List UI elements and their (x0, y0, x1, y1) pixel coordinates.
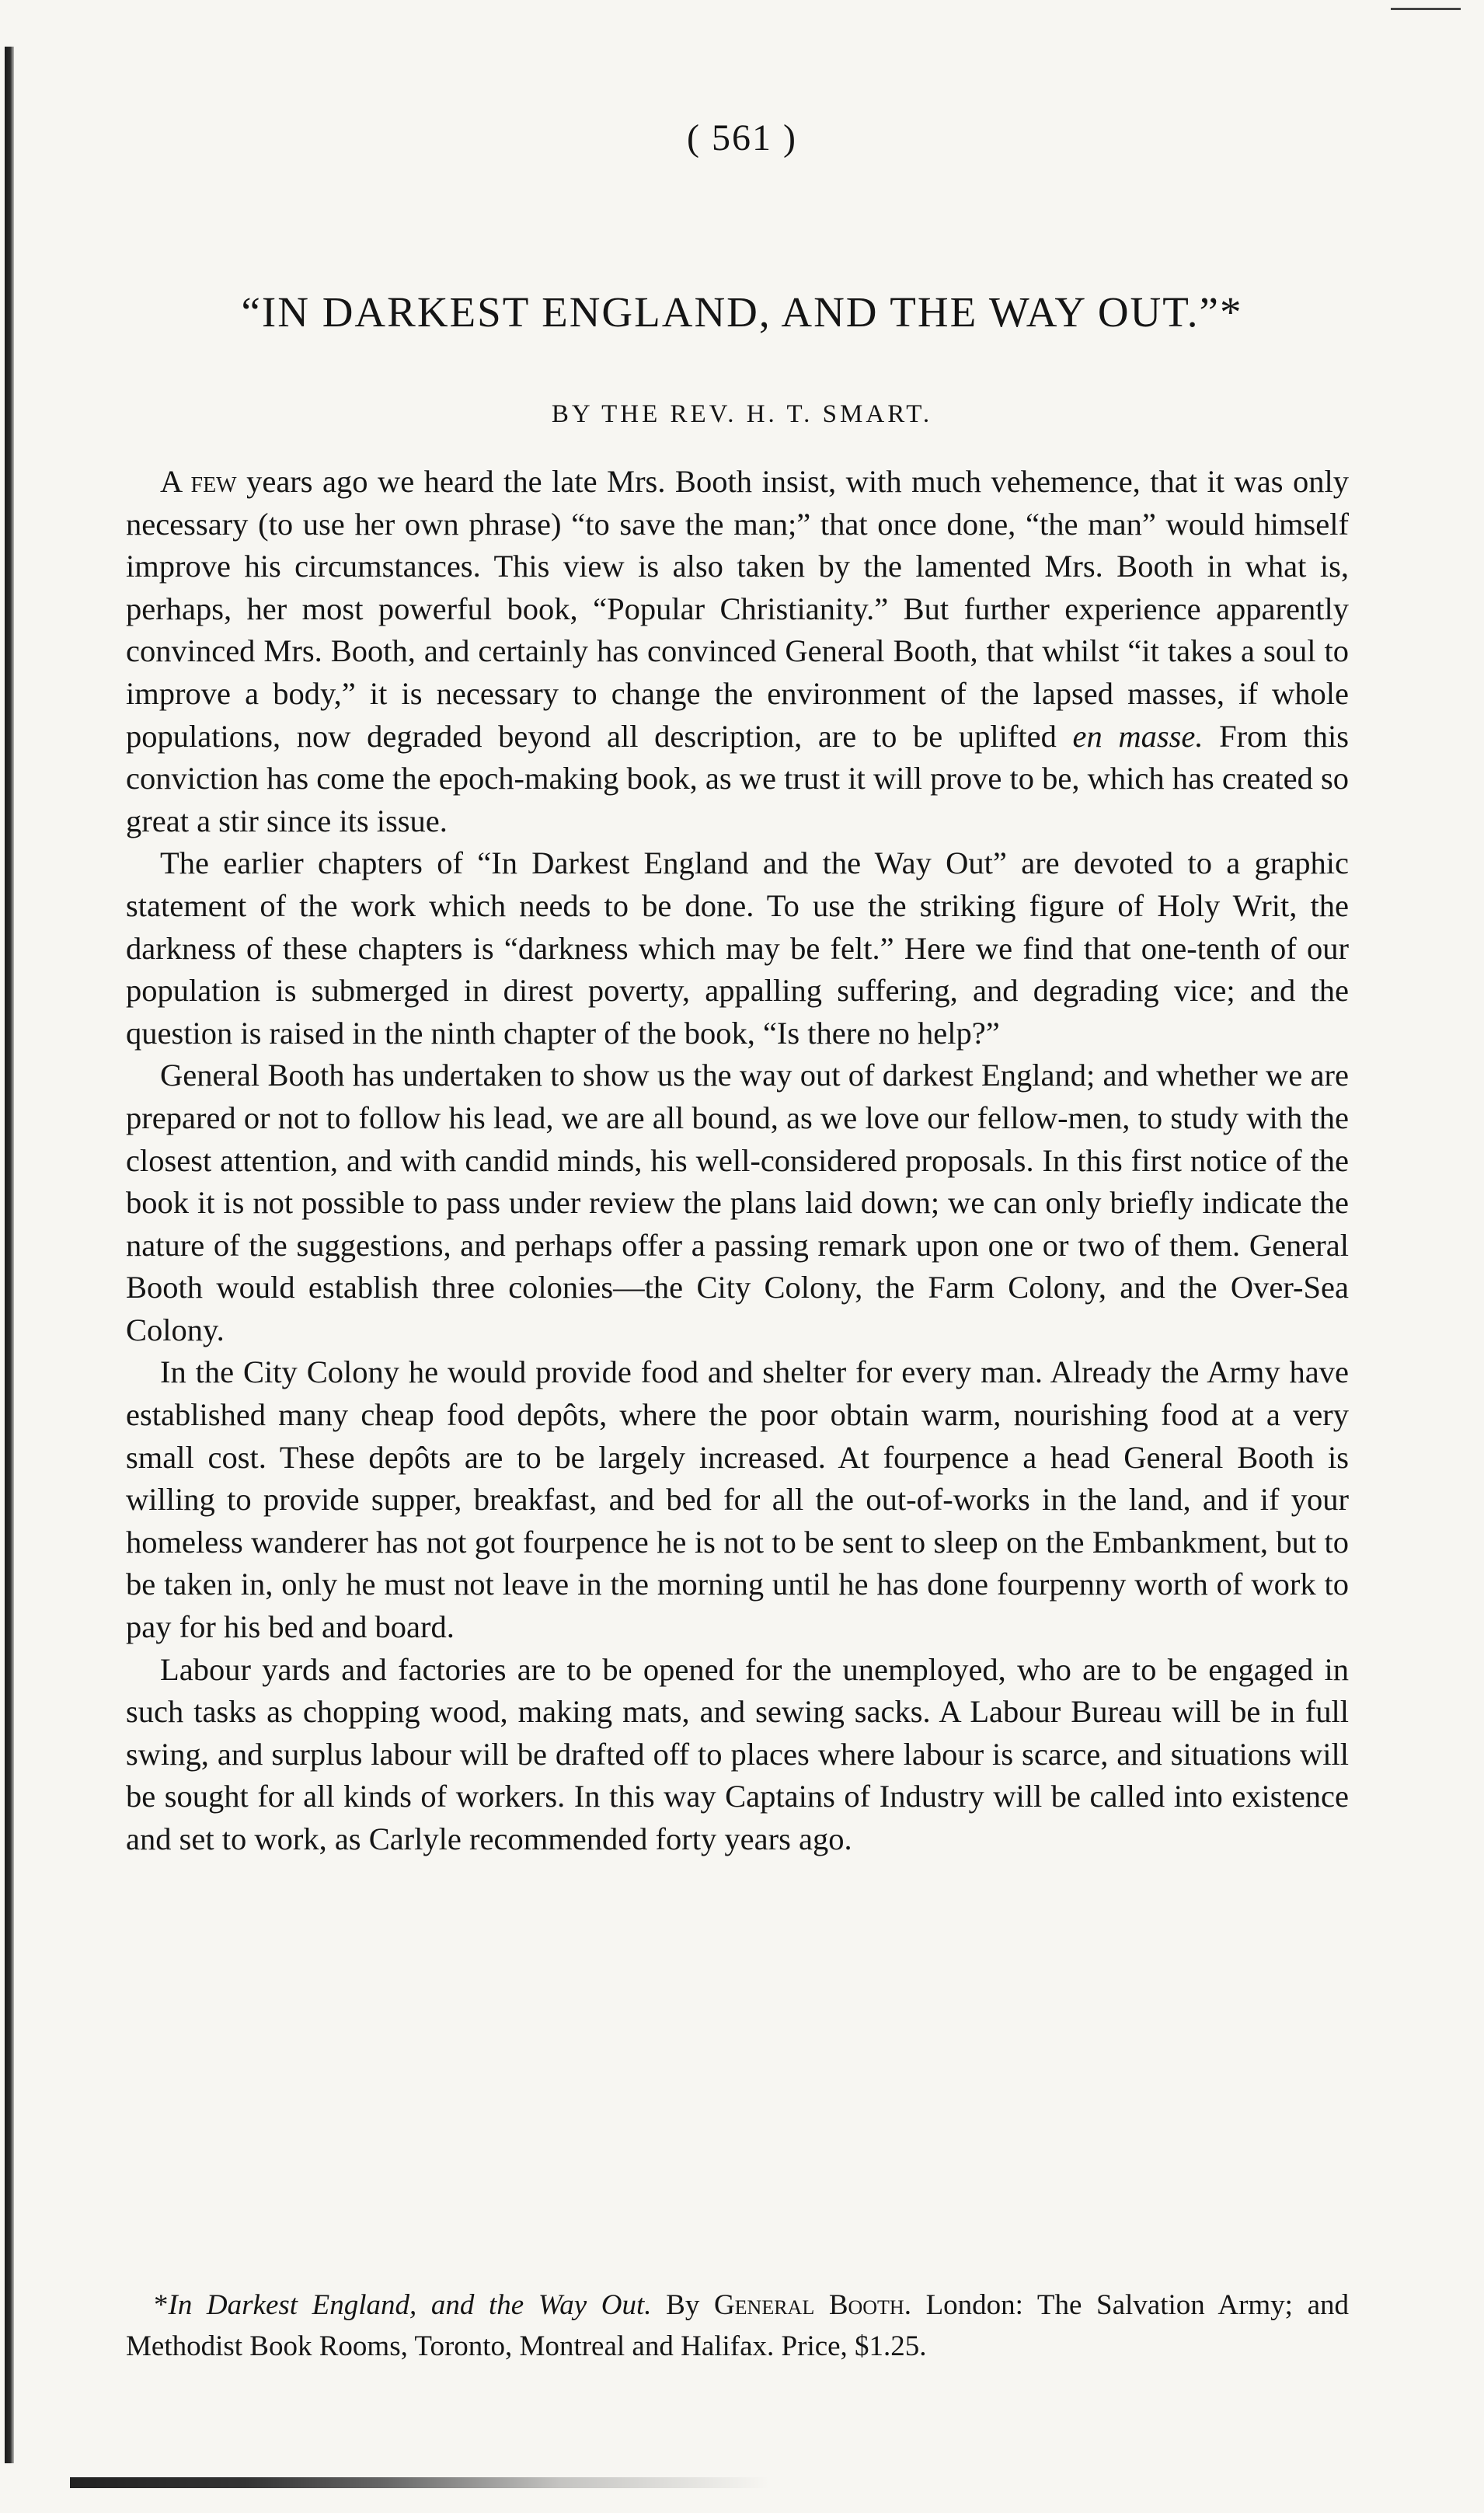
paragraph-1-end: From this conviction has come the epoch-making book, as we trust it will prove to be, which has created so great a stir since its issue. (126, 718, 1349, 838)
article-byline: BY THE REV. H. T. SMART. (551, 400, 933, 428)
scan-top-rule (1391, 8, 1461, 10)
footnote-text (126, 2285, 1349, 2367)
scan-bottom-smudge (70, 2477, 769, 2488)
paragraph-1-opening: A few (160, 464, 237, 499)
footnote-author: General Booth (713, 2289, 904, 2321)
article-body (126, 461, 1349, 1861)
footnote-publisher: . London: The Salvation Army; and Methodist Book Rooms, Toronto, Montreal and Halifax. Price, $1.25. (126, 2289, 1349, 2362)
paragraph-1 (126, 461, 1349, 842)
paragraph-4: In the City Colony he would provide food and shelter for every man. Already the Army have established many cheap food depôts, where the poor obtain warm, nourishing food at a very small cost. These depôts are to be largely increased. At fourpence a head General Booth is willing to provide supper, breakfast, and bed for all the out-of-works in the land, and if your homeless wanderer has not got fourpence he is not to be sent to sleep on the Embankment, but to be taken in, only he must not leave in the morning until he has done fourpenny worth of work to pay for his bed and board. (126, 1354, 1349, 1645)
footnote (126, 2285, 1349, 2367)
paragraph-1-italic: en masse. (1072, 718, 1204, 754)
paragraph-1-text: years ago we heard the late Mrs. Booth insist, with much vehemence, that it was only necessary (to use her own phrase) “to save the man;” that once done, “the man” would himself improve his circumstances. This view is also taken by the lamented Mrs. Booth in what is, perhaps, her most powerful book, “Popular Christianity.” But further experience apparently convinced Mrs. Booth, and certainly has convinced General Booth, that whilst “it takes a soul to improve a body,” it is necessary to change the environment of the lapsed masses, if whole populations, now degraded beyond all description, are to be uplifted (126, 464, 1349, 754)
paragraph-5: Labour yards and factories are to be opened for the unemployed, who are to be engaged in such tasks as chopping wood, making mats, and sewing sacks. A Labour Bureau will be in full swing, and surplus labour will be drafted off to places where labour is scarce, and situations will be sought for all kinds of workers. In this way Captains of Industry will be called into existence and set to work, as Carlyle recommended forty years ago. (126, 1651, 1349, 1856)
article-title: “IN DARKEST ENGLAND, AND THE WAY OUT.”* (241, 288, 1243, 336)
footnote-by: By (651, 2289, 714, 2321)
paragraph-3: General Booth has undertaken to show us the way out of darkest England; and whether we are prepared or not to follow his lead, we are all bound, as we love our fellow-men, to study with the closest attention, and with candid minds, his well-considered proposals. In this first notice of the book it is not possible to pass under review the plans laid down; we can only briefly indicate the nature of the suggestions, and perhaps offer a passing remark upon one or two of them. General Booth would establish three colonies—the City Colony, the Farm Colony, and the Over-Sea Colony. (126, 1058, 1349, 1347)
paragraph-2: The earlier chapters of “In Darkest England and the Way Out” are devoted to a graphic statement of the work which needs to be done. To use the striking figure of Holy Writ, the darkness of these chapters is “darkness which may be felt.” Here we find that one-tenth of our population is submerged in direst poverty, appalling suffering, and degrading vice; and the question is raised in the ninth chapter of the book, “Is there no help?” (126, 845, 1349, 1051)
footnote-marker: * (154, 2289, 169, 2321)
footnote-book-title: In Darkest England, and the Way Out. (168, 2289, 652, 2321)
page-number: ( 561 ) (687, 117, 797, 159)
